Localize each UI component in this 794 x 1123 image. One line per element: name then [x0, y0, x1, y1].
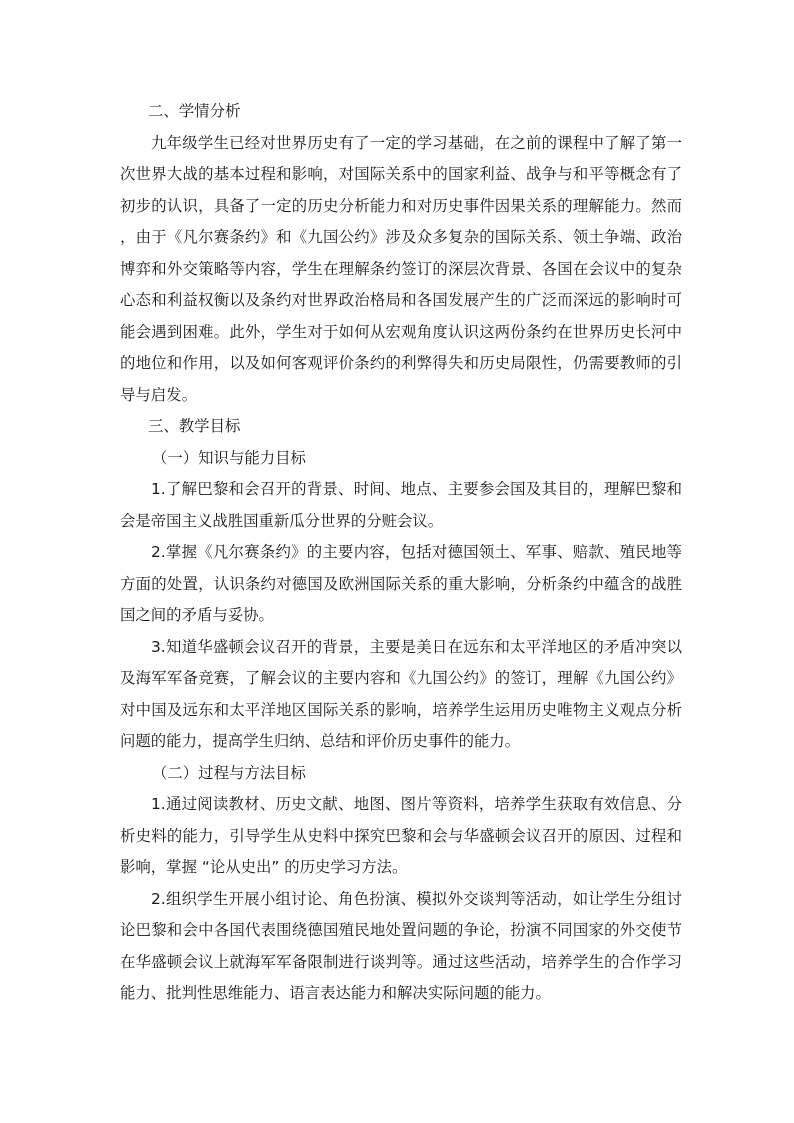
- subsection-heading-process-method: （二）过程与方法目标: [152, 763, 306, 782]
- student-analysis-paragraph: 九年级学生已经对世界历史有了一定的学习基础，在之前的课程中了解了第一次世界大战的基本过程和影响，对国际关系中的国家利益、战争与和平等概念有了初步的认识，具备了一定的历史分析能力和对历史事件因果关系的理解能力。然而，由于《凡尔赛条约》和《九国公约》涉及众多复杂的国际关系、领土争端、政治博弈和外交策略等内容，学生在理解条约签订的深层次背景、各国在会议中的复杂心态和利益权衡以及条约对世界政治格局和各国发展产生的广泛而深远的影响时可能会遇到困难。此外，学生对于如何从宏观角度认识这两份条约在世界历史长河中的地位和作用，以及如何客观评价条约的利弊得失和历史局限性，仍需要教师的引导与启发。: [120, 133, 682, 404]
- process-goal-item-1: 1.通过阅读教材、历史文献、地图、图片等资料，培养学生获取有效信息、分析史料的能力，引导学生从史料中探究巴黎和会与华盛顿会议召开的原因、过程和影响，掌握 “论从史出” 的历史学习方法。: [120, 795, 682, 876]
- knowledge-goal-item-3: 3.知道华盛顿会议召开的背景，主要是美日在远东和太平洋地区的矛盾冲突以及海军军备竞赛，了解会议的主要内容和《九国公约》的签订，理解《九国公约》对中国及远东和太平洋地区国际关系的影响，培养学生运用历史唯物主义观点分析问题的能力，提高学生归纳、总结和评价历史事件的能力。: [120, 637, 682, 750]
- subsection-heading-knowledge-ability: （一）知识与能力目标: [152, 448, 306, 467]
- section-heading-student-analysis: 二、学情分析: [148, 102, 241, 120]
- knowledge-goal-item-2: 2.掌握《凡尔赛条约》的主要内容，包括对德国领土、军事、赔款、殖民地等方面的处置，认识条约对德国及欧洲国际关系的重大影响，分析条约中蕴含的战胜国之间的矛盾与妥协。: [120, 543, 682, 624]
- knowledge-goal-item-1: 1.了解巴黎和会召开的背景、时间、地点、主要参会国及其目的，理解巴黎和会是帝国主义战胜国重新瓜分世界的分赃会议。: [120, 480, 682, 530]
- section-heading-teaching-goals: 三、教学目标: [148, 417, 241, 435]
- process-goal-item-2: 2.组织学生开展小组讨论、角色扮演、模拟外交谈判等活动，如让学生分组讨论巴黎和会中各国代表围绕德国殖民地处置问题的争论，扮演不同国家的外交使节在华盛顿会议上就海军军备限制进行谈判等。通过这些活动，培养学生的合作学习能力、批判性思维能力、语言表达能力和解决实际问题的能力。: [120, 889, 682, 1002]
- document-body: [120, 96, 682, 1010]
